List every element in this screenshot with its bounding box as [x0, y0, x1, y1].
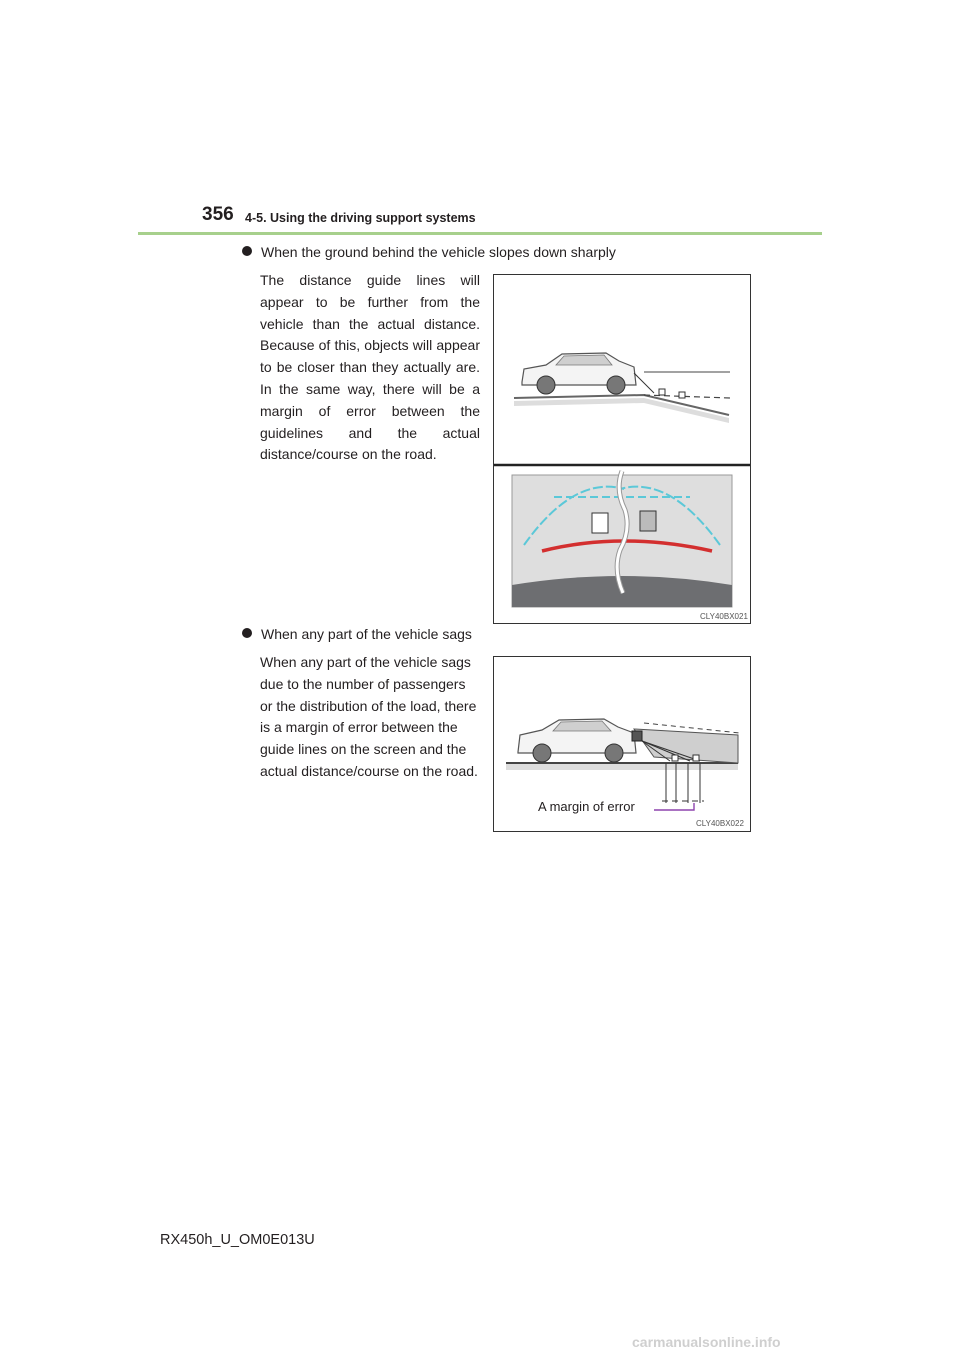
page-number: 356	[202, 204, 234, 225]
figure-code: CLY40BX021	[700, 612, 748, 621]
bullet-title: When any part of the vehicle sags	[261, 626, 472, 642]
figure-sag	[493, 656, 751, 832]
margin-of-error-label: A margin of error	[538, 799, 635, 814]
watermark: carmanualsonline.info	[632, 1334, 781, 1350]
figure-code: CLY40BX022	[696, 819, 744, 828]
bullet-title: When the ground behind the vehicle slopes down sharply	[261, 244, 616, 260]
bullet-dot-icon	[242, 628, 252, 638]
header-rule	[138, 232, 822, 235]
bullet-slope	[242, 244, 616, 260]
bullet-dot-icon	[242, 246, 252, 256]
paragraph-slope: The distance guide lines will appear to be further from the vehicle than the actual distance. Because of this, objects will appear to be closer than they actually are. In the same way, there will be a margin of error between the guidelines and the actual distance/course on the road.	[260, 272, 480, 463]
bullet-sag	[242, 626, 472, 642]
section-title: 4-5. Using the driving support systems	[245, 211, 476, 225]
paragraph-sag: When any part of the vehicle sags due to the number of passengers or the distribution of the load, there is a margin of error between the guide lines on the screen and the actual distance/course on the road.	[260, 654, 478, 779]
footer-model-code: RX450h_U_OM0E013U	[160, 1232, 315, 1248]
figure-slope	[493, 274, 751, 624]
slope-illustration	[494, 275, 750, 623]
